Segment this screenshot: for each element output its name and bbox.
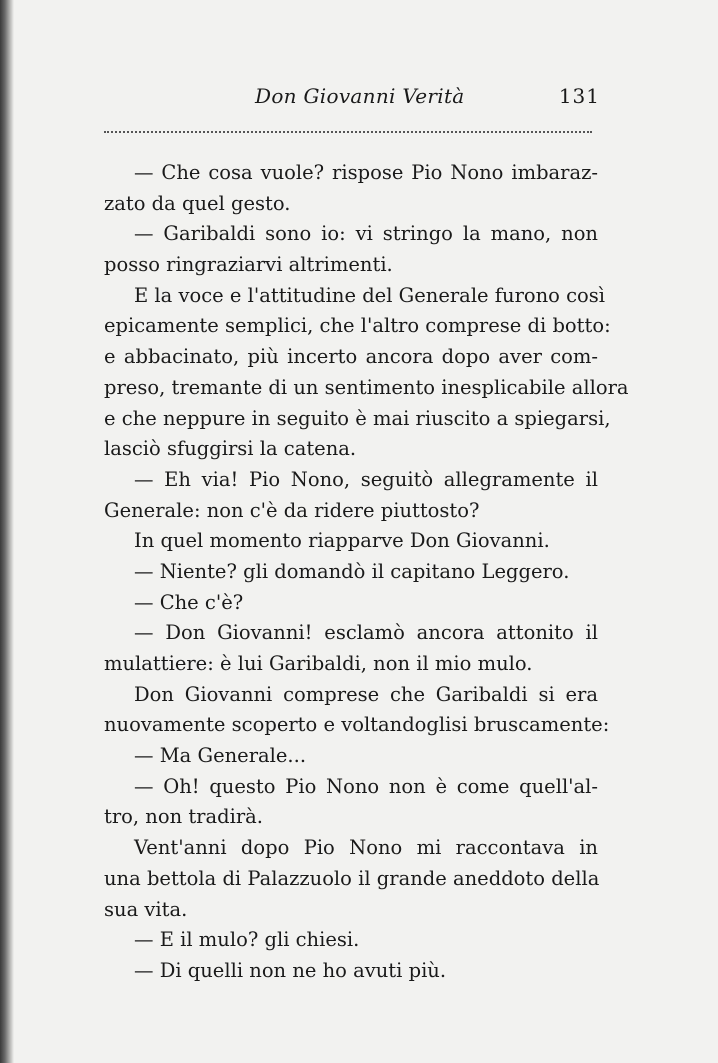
text-line: una bettola di Palazzuolo il grande aneddoto della [104,866,600,890]
text-line: — Garibaldi sono io: vi stringo la mano, non [134,222,598,246]
text-line: e che neppure in seguito è mai riuscito a spiegarsi, [104,406,611,430]
text-line: E la voce e l'attitudine del Generale furono così [134,283,606,307]
text-line: Don Giovanni comprese che Garibaldi si era [134,682,598,706]
text-line: — Ma Generale... [134,744,307,768]
text-line: — Eh via! Pio Nono, seguitò allegramente il [134,467,598,491]
text-line: — Niente? gli domandò il capitano Leggero. [134,559,570,583]
text-line: preso, tremante di un sentimento inesplicabile allora [104,375,629,399]
text-line: — Di quelli non ne ho avuti più. [134,958,447,982]
running-head [100,84,600,118]
text-line: — E il mulo? gli chiesi. [134,928,360,952]
text-line: — Che c'è? [134,590,244,614]
page-number: 131 [558,84,600,108]
text-line: — Oh! questo Pio Nono non è come quell'al- [134,774,598,798]
text-line: nuovamente scoperto e voltandoglisi bruscamente: [104,713,610,737]
text-line: e abbacinato, più incerto ancora dopo aver com- [104,345,598,369]
body-text [104,158,629,987]
text-line: Generale: non c'è da ridere piuttosto? [104,498,480,522]
text-line: — Don Giovanni! esclamò ancora attonito il [134,621,598,645]
text-line: mulattiere: è lui Garibaldi, non il mio mulo. [104,652,533,675]
text-line: In quel momento riapparve Don Giovanni. [134,529,550,553]
text-line: zato da quel gesto. [104,191,291,215]
text-line: Vent'anni dopo Pio Nono mi raccontava in [134,836,598,860]
text-line: tro, non tradirà. [104,805,263,829]
text-line: — Che cosa vuole? rispose Pio Nono imbaraz- [134,161,598,184]
text-line: epicamente semplici, che l'altro comprese di botto: [104,314,611,338]
text-line: posso ringraziarvi altrimenti. [104,253,393,277]
text-line: lasciò sfuggirsi la catena. [104,437,357,461]
running-title: Don Giovanni Verità [255,84,465,108]
text-line: sua vita. [104,897,188,921]
header-dotted-rule [104,131,592,133]
